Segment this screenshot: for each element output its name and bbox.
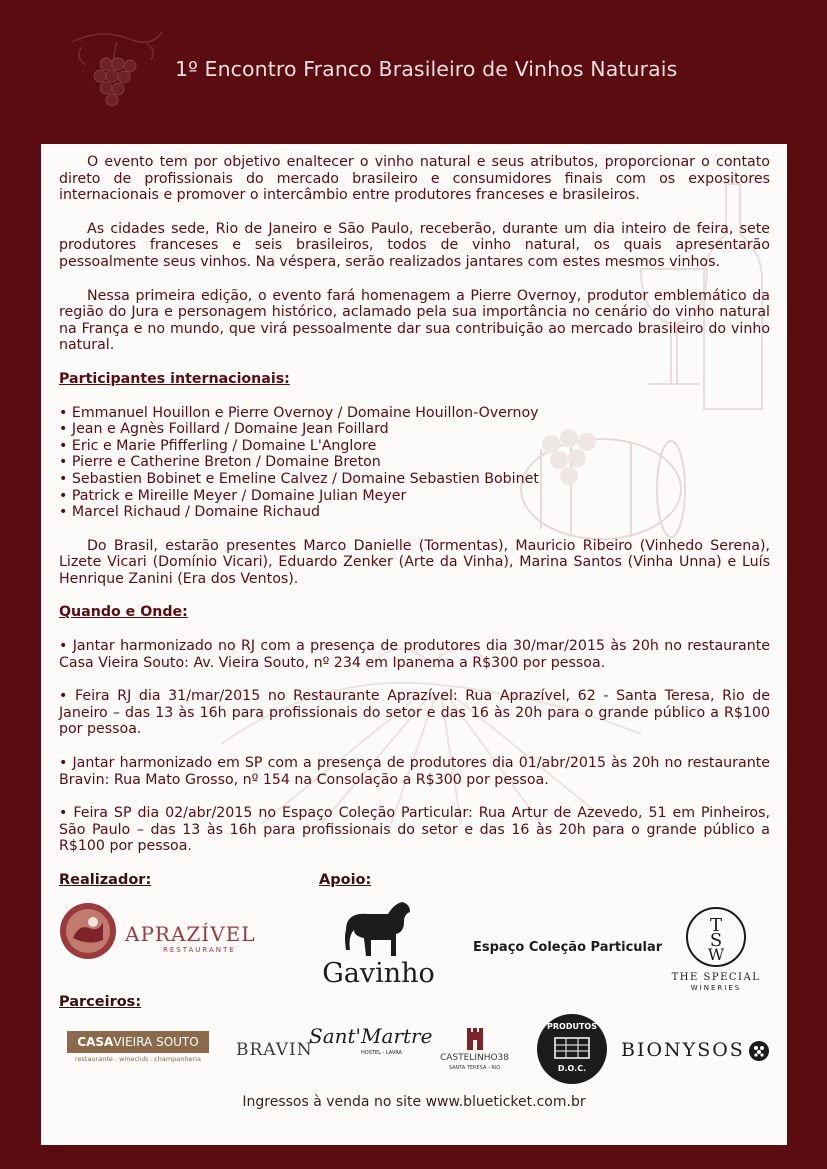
produtos-doc-logo xyxy=(537,1014,607,1084)
list-item: • Marcel Richaud / Domaine Richaud xyxy=(59,504,770,521)
santmartre-logo xyxy=(309,1024,433,1074)
bionysos-name: BIONYSOS xyxy=(621,1039,745,1061)
apoio-label: Apoio: xyxy=(319,872,372,888)
list-item: • Pierre e Catherine Breton / Domaine Breton xyxy=(59,454,770,471)
aprazivel-logo xyxy=(59,902,256,964)
intro-paragraph-1: O evento tem por objetivo enaltecer o vinho natural e seus atributos, proporcionar o contato direto de profissionais do mercado brasileiro e consumidores finais com os expositores internacionais e promover o intercâmbio entre produtores franceses e brasileiros. xyxy=(59,154,770,204)
event-item: • Jantar harmonizado em SP com a presença de produtores dia 01/abr/2015 às 20h no restaurante Bravin: Rua Mato Grosso, nº 154 na Consolação a R$300 por pessoa. xyxy=(59,755,770,788)
santmartre-sub: HOSTEL - LAVRA xyxy=(361,1050,402,1056)
aprazivel-name: APRAZÍVEL xyxy=(125,922,256,946)
event-item: • Feira RJ dia 31/mar/2015 no Restaurante Aprazível: Rua Aprazível, 62 - Santa Teresa, Rio de Janeiro – das 13 às 16h para profissionais do setor e das 16 às 20h para o grande público a R$100 por pessoa. xyxy=(59,688,770,738)
espaco-colecao-logo: Espaço Coleção Particular xyxy=(473,940,663,955)
svg-text:T: T xyxy=(709,915,723,936)
svg-text:W: W xyxy=(707,945,725,964)
bravin-logo: BRAVIN xyxy=(236,1040,313,1060)
gavinho-name: Gavinho xyxy=(322,958,435,989)
special-line2: WINERIES xyxy=(690,984,742,992)
footer-tickets: Ingressos à venda no site www.blueticket.com.br xyxy=(242,1094,586,1110)
content-card xyxy=(41,144,787,1145)
casa-b: VIEIRA SOUTO xyxy=(113,1035,199,1049)
gavinho-logo xyxy=(316,900,441,996)
produtos-bottom: D.O.C. xyxy=(557,1064,587,1073)
grape-badge-icon xyxy=(749,1041,769,1061)
castelinho-logo xyxy=(427,1026,522,1074)
event-item: • Feira SP dia 02/abr/2015 no Espaço Coleção Particular: Rua Artur de Azevedo, 51 em Pinheiros, São Paulo – das 13 às 16h para profissionais do setor e das 16 às 20h para o grande público a R$100 por pessoa. xyxy=(59,805,770,855)
realizador-label: Realizador: xyxy=(59,872,152,888)
casa-a: CASA xyxy=(77,1035,114,1049)
list-item: • Patrick e Mireille Meyer / Domaine Julian Meyer xyxy=(59,488,770,505)
main-content xyxy=(59,154,770,872)
special-wineries-logo xyxy=(661,906,771,996)
tsw-monogram-icon xyxy=(685,906,747,968)
produtos-top: PRODUTOS xyxy=(547,1022,597,1031)
brazil-paragraph: Do Brasil, estarão presentes Marco Danielle (Tormentas), Mauricio Ribeiro (Vinhedo Serena), Lizete Vicari (Domínio Vicari), Eduardo Zenker (Arte da Vinha), Marina Santos (Vinha Unna) e Luís Henrique Zanini (Era dos Ventos). xyxy=(59,537,770,587)
intro-paragraph-2: As cidades sede, Rio de Janeiro e São Paulo, receberão, durante um dia inteiro de feira, sete produtores franceses e seis brasileiros, todos de vinho natural, os quais apresentarão pessoalmente seus vinhos. Na véspera, serão realizados jantares com estes mesmos vinhos. xyxy=(59,220,770,270)
santmartre-name: Sant'Martre xyxy=(309,1024,433,1048)
castle-icon xyxy=(465,1026,485,1050)
when-where-heading: Quando e Onde: xyxy=(59,604,188,621)
grape-cluster-icon xyxy=(62,22,172,117)
aprazivel-sub: RESTAURANTE xyxy=(163,946,236,954)
special-line1: THE SPECIAL xyxy=(671,972,761,983)
svg-text:S: S xyxy=(709,930,723,951)
aprazivel-emblem-icon xyxy=(59,902,117,960)
parceiros-label: Parceiros: xyxy=(59,994,142,1010)
casa-banner xyxy=(67,1031,209,1053)
participants-list xyxy=(59,405,770,521)
castelinho-sub: SANTA TERESA - RIO xyxy=(448,1065,501,1071)
list-item: • Sebastien Bobinet e Emeline Calvez / Domaine Sebastien Bobinet xyxy=(59,471,770,488)
castelinho-name: CASTELINHO38 xyxy=(439,1053,510,1063)
page-title: 1º Encontro Franco Brasileiro de Vinhos Naturais xyxy=(175,57,678,81)
list-item: • Eric e Marie Pfifferling / Domaine L'Anglore xyxy=(59,438,770,455)
bionysos-logo xyxy=(621,1039,771,1063)
list-item: • Emmanuel Houillon e Pierre Overnoy / Domaine Houillon-Overnoy xyxy=(59,405,770,422)
participants-heading: Participantes internacionais: xyxy=(59,370,290,387)
horse-icon xyxy=(334,900,424,962)
crate-icon xyxy=(554,1037,590,1059)
casa-sub: restaurante . wineclub . champanheria xyxy=(75,1055,201,1063)
list-item: • Jean e Agnès Foillard / Domaine Jean Foillard xyxy=(59,421,770,438)
intro-paragraph-3: Nessa primeira edição, o evento fará homenagem a Pierre Overnoy, produtor emblemático da região do Jura e personagem histórico, aclamado pela sua importância no cenário do vinho natural na França e no mundo, que virá pessoalmente dar sua contribuição ao mercado brasileiro do vinho natural. xyxy=(59,287,770,354)
casa-vieira-souto-logo xyxy=(67,1031,209,1069)
event-item: • Jantar harmonizado no RJ com a presença de produtores dia 30/mar/2015 às 20h no restaurante Casa Vieira Souto: Av. Vieira Souto, nº 234 em Ipanema a R$300 por pessoa. xyxy=(59,638,770,671)
